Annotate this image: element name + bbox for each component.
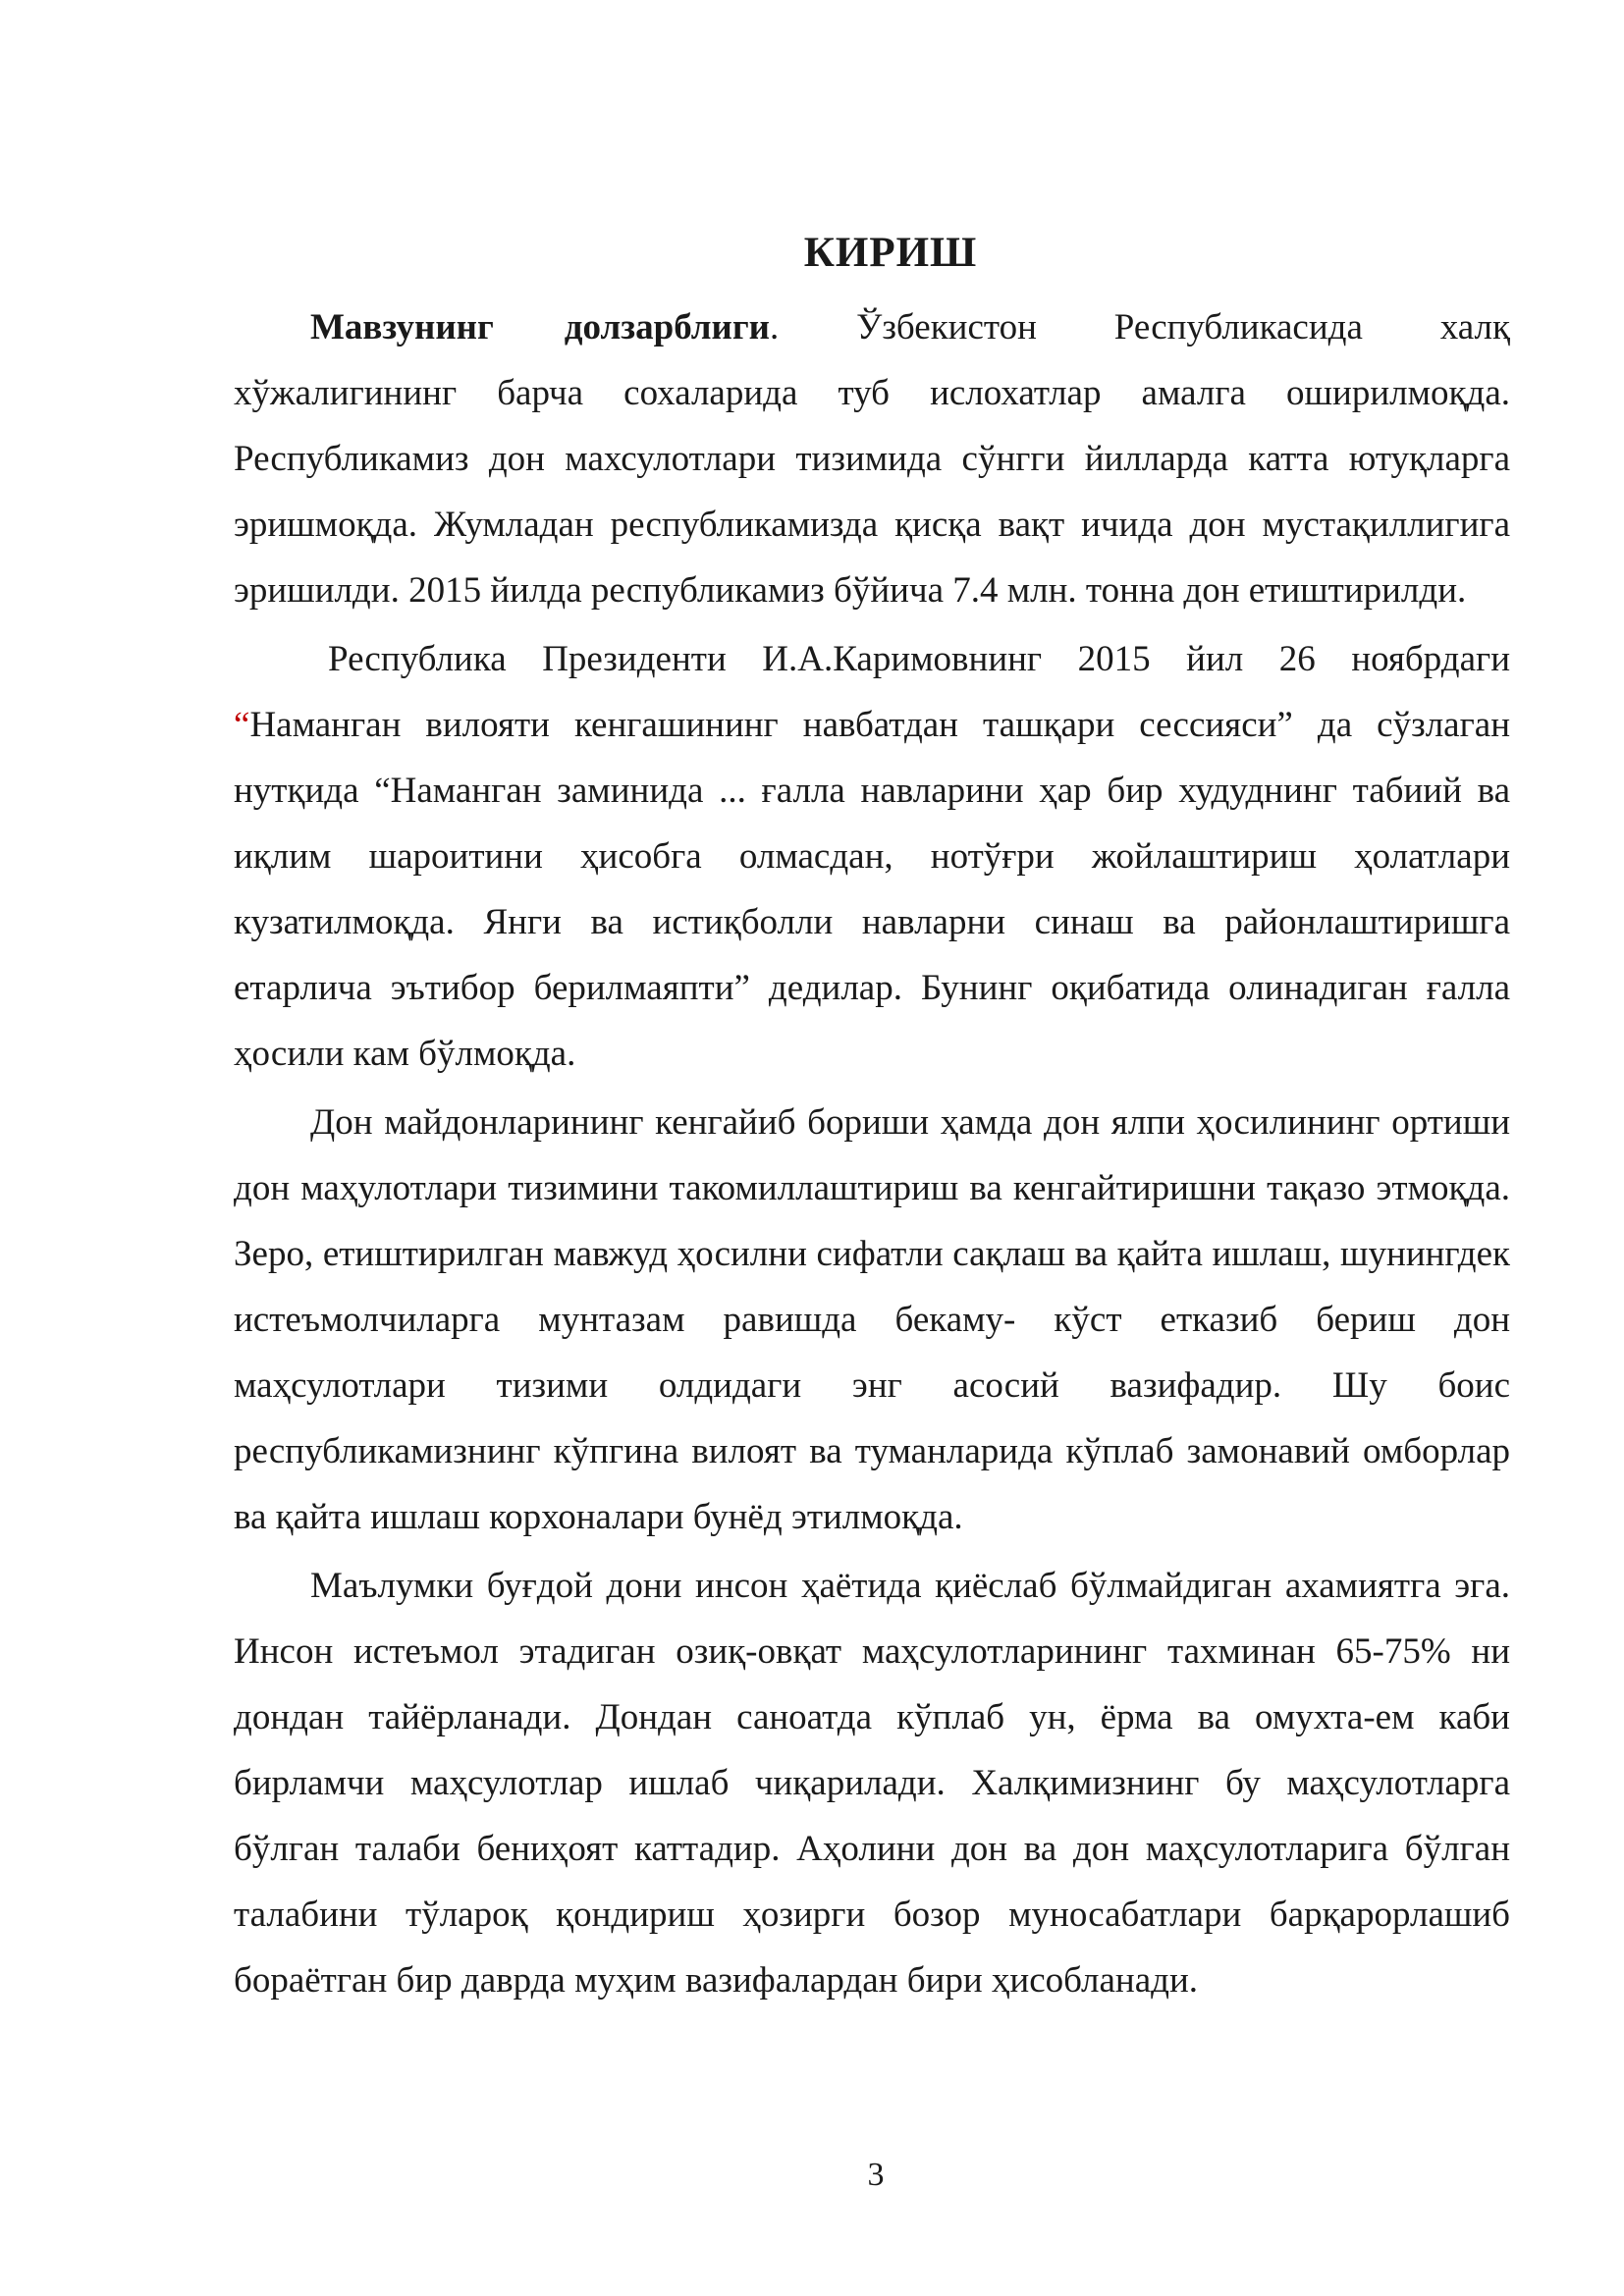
- paragraph-grain-areas: Дон майдонларининг кенгайиб бориши ҳамда дон ялпи ҳосилининг ортиши дон маҳулотлари тизимини такомиллаштириш ва кенгайтиришни тақазо этмоқда. Зеро, етиштирилган мавжуд ҳосилни сифатли сақлаш ва қайта ишлаш, шунингдек истеъмолчиларга мунтазам равишда бекаму- кўст етказиб бериш дон маҳсулотлари тизими олдидаги энг асосий вазифадир. Шу боис республикамизнинг кўпгина вилоят ва туманларида кўплаб замонавий омборлар ва қайта ишлаш корхоналари бунёд этилмоқда.: [234, 1102, 1510, 1537]
- red-quote-mark: “: [234, 705, 250, 745]
- paragraph-lead-term: Мавзунинг: [310, 307, 494, 347]
- paragraph-text-before-quote: Республика Президенти И.А.Каримовнинг 2015 йил 26 ноябрдаги: [328, 639, 1510, 679]
- paragraph-wheat-importance: Маълумки буғдой дони инсон ҳаётида қиёслаб бўлмайдиган ахамиятга эга. Инсон истеъмол этадиган озиқ-овқат маҳсулотларининг тахминан 65-75% ни дондан тайёрланади. Дондан саноатда кўплаб ун, ёрма ва омухта-ем каби бирламчи маҳсулотлар ишлаб чиқарилади. Халқимизнинг бу маҳсулотларга бўлган талаби бениҳоят каттадир. Аҳолини дон ва дон маҳсулотларига бўлган талабини тўлароқ қондириш ҳозирги бозор муносабатлари барқарорлашиб бораётган бир даврда муҳим вазифалардан бири ҳисобланади.: [234, 1566, 1510, 2001]
- paragraph-text: . Ўзбекистон Республикасида халқ хўжалигининг барча сохаларида туб ислохатлар амалга оширилмоқда. Республикамиз дон махсулотлари тизимида сўнгги йилларда катта ютуқларга эришмоқда. Жумладан республикамизда қисқа вақт ичида дон мустақиллигига эришилди. 2015 йилда республикамиз бўйича 7.4 млн. тонна дон етиштирилди.: [234, 307, 1510, 611]
- paragraph-relevance: [234, 294, 1510, 623]
- paragraph-text-after-quote: Наманган вилояти кенгашининг навбатдан ташқари сессияси” да сўзлаган нутқида “Наманган заминида ... ғалла навларини ҳар бир худуднинг табиий ва иқлим шароитини ҳисобга олмасдан, нотўғри жойлаштириш ҳолатлари кузатилмоқда. Янги ва истиқболли навларни синаш ва районлаштиришга етарлича эътибор берилмаяпти” дедилар. Бунинг оқибатида олинадиган ғалла ҳосили кам бўлмоқда.: [234, 705, 1510, 1074]
- paragraph-lead-term-2: долзарблиги: [564, 307, 770, 347]
- page-number: 3: [867, 2157, 885, 2193]
- page-title: КИРИШ: [803, 230, 978, 276]
- document-body: [234, 294, 1510, 2013]
- paragraph-president-speech: [234, 626, 1510, 1087]
